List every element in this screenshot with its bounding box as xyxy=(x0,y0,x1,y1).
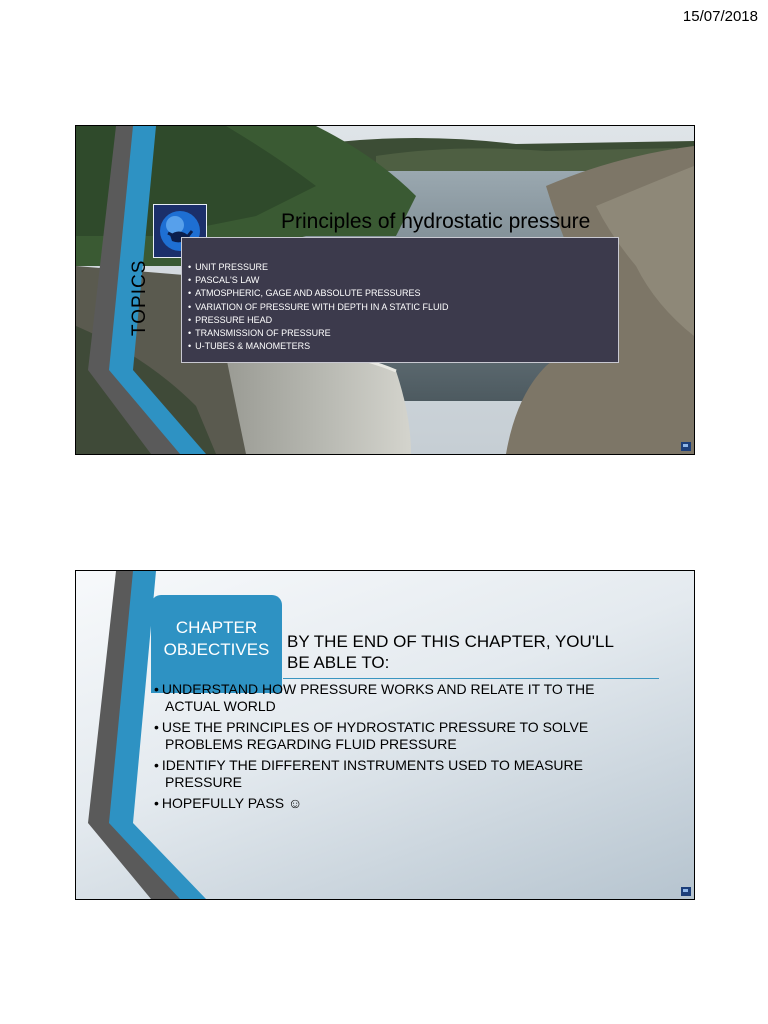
topics-box xyxy=(181,237,619,363)
heading-divider xyxy=(283,678,659,679)
slide-corner-logo-icon xyxy=(681,442,691,451)
objective-item: • HOPEFULLY PASS ☺ xyxy=(154,795,644,812)
topic-item: • PASCAL'S LAW xyxy=(188,274,618,287)
objective-item: • IDENTIFY THE DIFFERENT INSTRUMENTS USED TO MEASURE PRESSURE xyxy=(154,757,644,791)
objective-item: • USE THE PRINCIPLES OF HYDROSTATIC PRESSURE TO SOLVE PROBLEMS REGARDING FLUID PRESSURE xyxy=(154,719,644,753)
topic-item: • U-TUBES & MANOMETERS xyxy=(188,340,618,353)
slide-corner-logo-icon xyxy=(681,887,691,896)
topic-item: • VARIATION OF PRESSURE WITH DEPTH IN A STATIC FLUID xyxy=(188,301,618,314)
heading-line: BY THE END OF THIS CHAPTER, YOU'LL xyxy=(287,632,614,651)
slide-2-objectives xyxy=(75,570,695,900)
chapter-objectives-tab xyxy=(151,595,282,693)
objectives-label: OBJECTIVES xyxy=(163,640,270,659)
slide-title: Principles of hydrostatic pressure xyxy=(281,210,591,233)
slide-1-topics xyxy=(75,125,695,455)
handout-date: 15/07/2018 xyxy=(682,8,758,25)
topic-item: • UNIT PRESSURE xyxy=(188,261,618,274)
heading-line: BE ABLE TO: xyxy=(287,653,390,672)
topics-list xyxy=(182,238,618,353)
topic-item: • PRESSURE HEAD xyxy=(188,314,618,327)
objectives-heading xyxy=(287,631,614,673)
objective-item: • UNDERSTAND HOW PRESSURE WORKS AND RELATE IT TO THE ACTUAL WORLD xyxy=(154,681,644,715)
topics-vertical-label: TOPICS xyxy=(129,259,150,336)
topic-item: • TRANSMISSION OF PRESSURE xyxy=(188,327,618,340)
chapter-label: CHAPTER xyxy=(175,618,258,637)
objectives-list xyxy=(154,681,644,816)
topic-item: • ATMOSPHERIC, GAGE AND ABSOLUTE PRESSURES xyxy=(188,287,618,300)
